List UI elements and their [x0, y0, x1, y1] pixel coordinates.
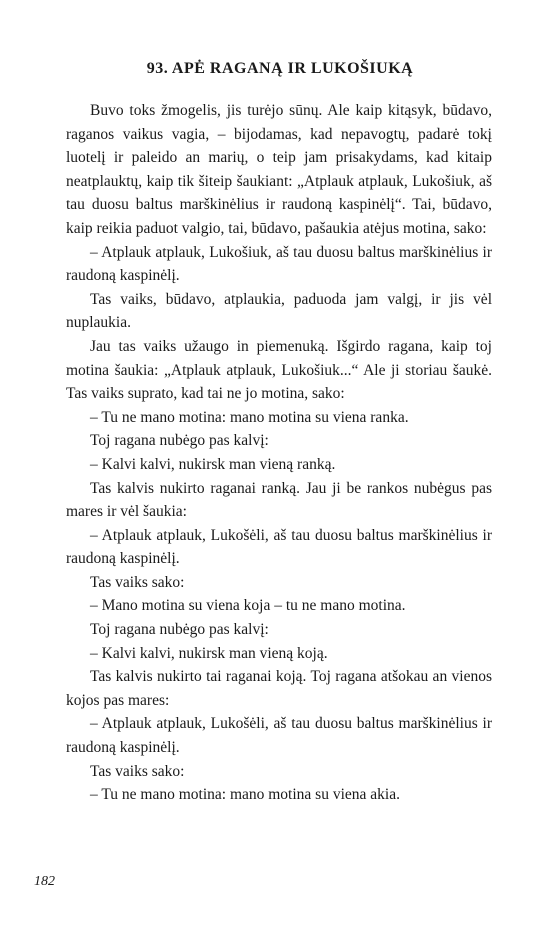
paragraph: – Atplauk atplauk, Lukošėli, aš tau duosu baltus marškinėlius ir raudoną kaspinėlį. — [66, 526, 492, 568]
paragraph: Tas vaiks sako: — [90, 762, 185, 780]
chapter-title: 93. APĖ RAGANĄ IR LUKOŠIUKĄ — [146, 60, 414, 77]
paragraph: – Kalvi kalvi, nukirsk man vieną ranką. — [90, 455, 336, 473]
paragraph: Tas vaiks, būdavo, atplaukia, paduoda jam valgį, ir jis vėl nuplaukia. — [66, 290, 492, 332]
paragraph: – Mano motina su viena koja – tu ne mano motina. — [90, 597, 406, 615]
paragraph: – Tu ne mano motina: mano motina su viena ranka. — [90, 408, 409, 426]
paragraph: Toj ragana nubėgo pas kalvį: — [90, 621, 269, 639]
paragraph: Tas kalvis nukirto raganai ranką. Jau ji be rankos nubėgus pas mares ir vėl šaukia: — [66, 479, 492, 521]
paragraph: Tas kalvis nukirto tai raganai koją. Toj ragana atšokau an vienos kojos pas mares: — [66, 668, 492, 709]
story-text — [66, 99, 492, 807]
paragraph: Jau tas vaiks užaugo in piemenuką. Išgirdo ragana, kaip toj motina šaukia: „Atplauk atplauk, Lukošiuk...“ Ale ji storiau šaukė. Tas vaiks suprato, kad tai ne jo motina, sako: — [66, 337, 492, 403]
paragraph: Toj ragana nubėgo pas kalvį: — [90, 432, 269, 450]
paragraph: Tas vaiks sako: — [90, 573, 185, 591]
paragraph: – Atplauk atplauk, Lukošiuk, aš tau duosu baltus marškinėlius ir raudoną kaspinėlį. — [66, 243, 492, 285]
paragraph: Buvo toks žmogelis, jis turėjo sūnų. Ale kaip kitąsyk, būdavo, raganos vaikus vagia, – bijodamas, kad nepavogtų, padarė tokį luotelį ir paleido an marių, o teip jam prisakydams, kad kitaip neatplauktų, kaip tik šiteip šaukiant: „Atplauk atplauk, Lukošiuk, aš tau duosu baltus marškinėlius ir raudoną kaspinėlį“. Tai, būdavo, kaip reikia paduot valgio, tai, būdavo, pašaukia atėjus motina, sako: — [66, 102, 492, 237]
page-number: 182 — [34, 874, 55, 889]
paragraph: – Atplauk atplauk, Lukošėli, aš tau duosu baltus marškinėlius ir raudoną kaspinėlį. — [66, 715, 492, 757]
paragraph: – Tu ne mano motina: mano motina su viena akia. — [90, 786, 400, 804]
paragraph: – Kalvi kalvi, nukirsk man vieną koją. — [90, 644, 328, 662]
